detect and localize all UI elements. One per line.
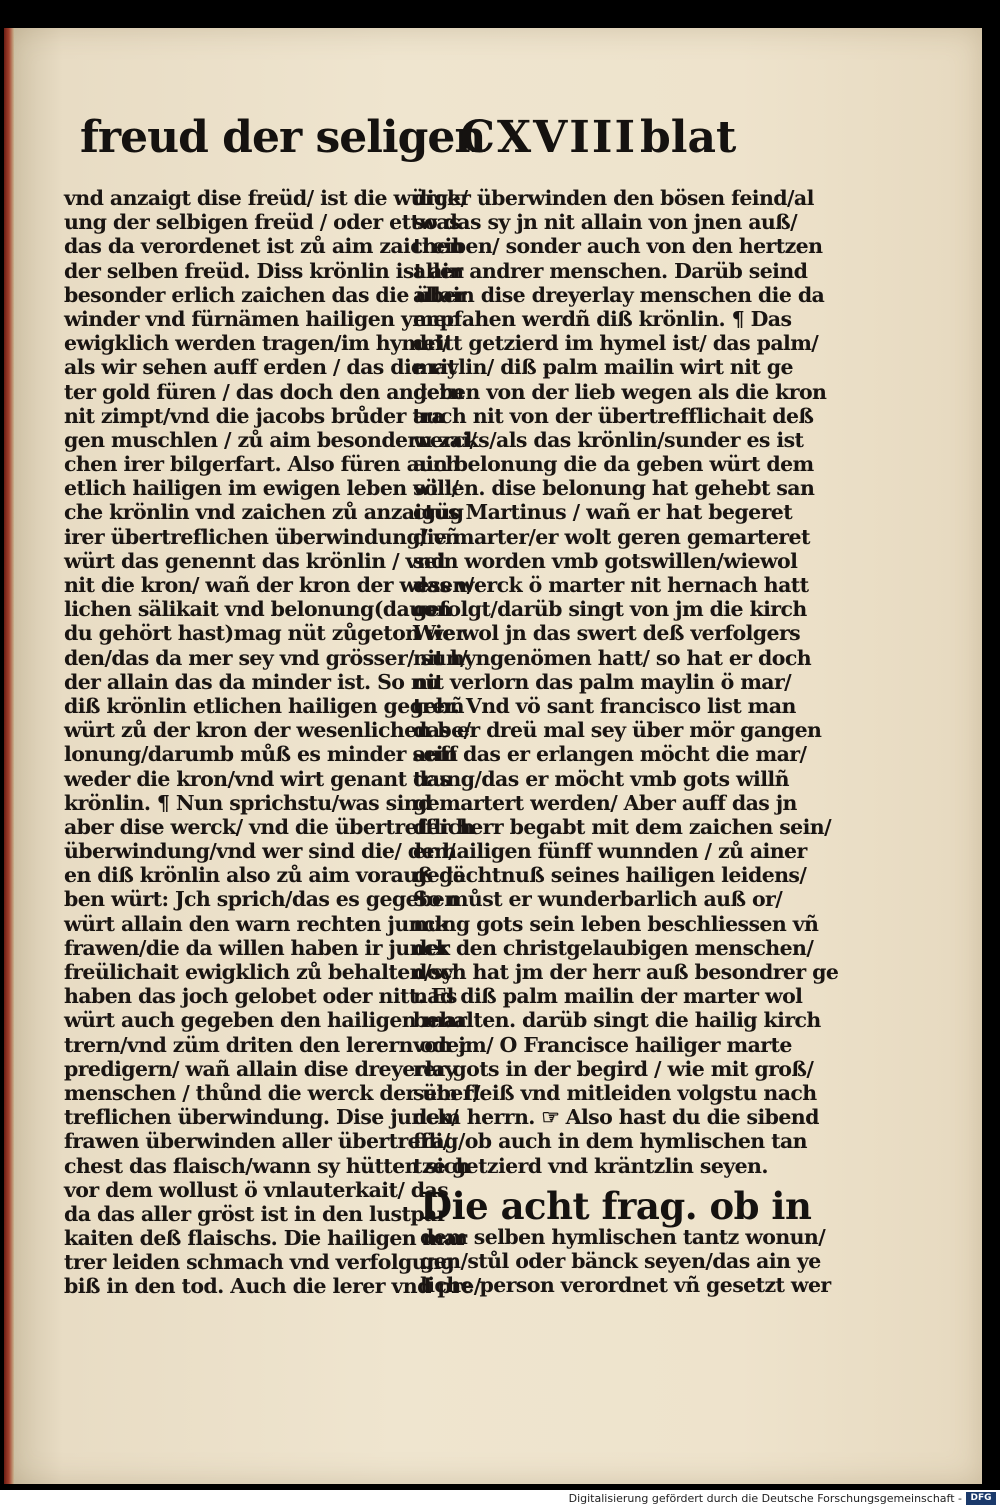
text-line: vnd anzaigt dise freüd/ ist die würck/ [64,186,468,210]
text-line: diger überwinden den bösen feind/al [413,186,814,210]
text-line: nad diß palm mailin der marter wol [413,984,803,1009]
text-line: das da verordenet ist zů aim zaichen [64,234,464,259]
text-line: behalten. darüb singt die hailig kirch [413,1008,821,1033]
text-line: er hailigen fünff wunnden / zů ainer [413,839,807,864]
text-line: winder vnd fürnämen hailigen ymer [64,306,457,331]
text-line: frawen überwinden aller übertrefli/ [64,1129,450,1154]
text-line: der selben freüd. Diss krönlin ist ain [64,258,464,283]
text-line: nit zimpt/vnd die jacobs brůder tra [64,403,445,428]
text-line: diß krönlin etlichen hailigen gegebñ [64,693,464,718]
text-line: liche person verordnet vñ gesetzt wer [420,1273,831,1298]
text-line: biß in den tod. Auch die lerer vnd pre/ [64,1274,481,1299]
text-line: wercks/als das krönlin/sunder es ist [413,427,804,452]
text-line: ewigklich werden tragen/im hymel/ [64,331,449,356]
text-line: dritt getzierd im hymel ist/ das palm/ [413,331,819,356]
text-line: besonder erlich zaichen das die über [64,282,467,307]
text-line: so das sy jn nit allain von jnen auß/ [413,210,798,235]
right-text-column [413,186,839,1178]
text-line: gedächtnuß seines hailigen leidens/ [413,863,807,888]
text-line: nit verlorn das palm maylin ö mar/ [413,669,792,694]
text-line: chest das flaisch/wann sy hütten sich [64,1153,470,1178]
text-line: predigern/ wañ allain dise dreyerlay [64,1056,457,1081]
text-line: lonung/darumb můß es minder sein [64,742,458,767]
text-line: haben das joch gelobet oder nitt. Es [64,984,457,1009]
text-line: nit hyngenömen hatt/ so hat er doch [413,645,812,670]
page-header [80,112,737,172]
text-line: doch hat jm der herr auß besondrer ge [413,960,839,984]
text-line: frag/ob auch in dem hymlischen tan [413,1129,807,1154]
text-line: en diß krönlin also zů aim vorauß ge [64,863,466,888]
text-line: der allain das da minder ist. So nu [64,669,440,694]
section-intro [420,1225,831,1299]
running-title: freud der seligen [80,112,486,163]
digitization-credit: Digitalisierung gefördert durch die Deutsche Forschungsgemeinschaft - [568,1492,962,1505]
text-line: kaiten deß flaischs. Die hailigen mar [64,1226,467,1251]
text-line: ter gold füren / das doch den andern [64,379,464,404]
text-line: treflichen überwindung. Dise junck/ [64,1105,459,1130]
dfg-logo: DFG [966,1492,996,1505]
text-line: allain dise dreyerlay menschen die da [413,282,825,307]
text-line: trer. Vnd vö sant francisco list man [413,693,796,718]
text-line: trung/das er möcht vmb gots willñ [413,766,789,791]
text-line: sein worden vmb gotswillen/wiewol [413,548,798,573]
text-line: gen/stůl oder bänck seyen/das ain ye [420,1249,821,1274]
text-line: tze getzierd vnd kräntzlin seyen. [413,1153,768,1178]
text-line: nit die kron/ wañ der kron der wesen/ [64,573,474,597]
text-line: dem herrn. ☞ Also hast du die sibend [413,1105,819,1130]
text-line: den/das da mer sey vnd grösser/ sun/ [64,645,468,670]
text-line: würt allain den warn rechten junck [64,911,449,936]
folio-label: blat [640,112,737,163]
text-line: der herr begabt mit dem zaichen sein/ [413,814,831,839]
text-line: irer übertreflichen überwindung/ vñ [64,524,460,549]
text-line: maylin/ diß palm mailin wirt nit ge [413,355,793,380]
text-line: willen. dise belonung hat gehebt san [413,476,815,501]
text-line: lichen sälikait vnd belonung(dauon [64,597,451,622]
folio-number: CXVIII [460,112,638,163]
text-line: enpfahen werdñ diß krönlin. ¶ Das [413,306,792,331]
text-line: trern/vnd züm driten den lerern oder [64,1032,469,1057]
text-line: auff das er erlangen möcht die mar/ [413,742,807,767]
text-line: ung der selbigen freüd / oder ettwas [64,210,461,235]
text-line: geben von der lieb wegen als die kron [413,379,827,404]
text-line: aller andrer menschen. Darüb seind [413,258,808,283]
text-line: überwindung/vnd wer sind die/ den/ [64,839,456,864]
text-line: du gehört hast)mag nüt zůgeton wer [64,621,466,646]
text-line: da das aller gröst ist in den lustpar [64,1201,447,1226]
text-line: Wie wol jn das swert deß verfolgers [413,621,801,646]
page-spine-edge [4,28,14,1484]
text-line: gen muschlen / zů aim besondern zai/ [64,427,477,452]
section-heading: Die acht frag. ob in [420,1184,812,1228]
text-line: menschen / thůnd die werck der über/ [64,1080,480,1105]
text-line: frawen/die da willen haben ir junck [64,935,450,960]
text-line: treiben/ sonder auch von den hertzen [413,234,823,259]
text-line: dem selben hymlischen tantz wonun/ [420,1225,826,1249]
text-line: vor dem wollust ö vnlauterkait/ das [64,1177,449,1202]
text-line: ctus Martinus / wañ er hat begeret [413,500,793,525]
left-text-column [64,186,481,1299]
text-line: So můst er wunderbarlich auß or/ [413,887,783,912]
text-line: das werck ö marter nit hernach hatt [413,573,809,597]
text-line: krönlin. ¶ Nun sprichstu/was sind [64,790,432,815]
text-line: nung gots sein leben beschliessen vñ [413,911,819,936]
text-line: etlich hailigen im ewigen leben söli/ [64,476,459,501]
text-line: gemartert werden/ Aber auff das jn [413,790,797,815]
text-line: würt zů der kron der wesenlichen be/ [64,718,471,743]
text-line: chen irer bilgerfart. Also füren auch [64,452,460,477]
text-line: ain belonung die da geben würt dem [413,452,814,477]
text-line: würt das genennt das krönlin / vnd [64,548,445,573]
text-line: rer gots in der begird / wie mit groß/ [413,1056,814,1081]
text-line: weder die kron/vnd wirt genant das [64,766,451,791]
text-line: freülichait ewigklich zů behalten/sy [64,960,454,984]
text-line: sem fleiß vnd mitleiden volgstu nach [413,1080,817,1105]
text-line: auch nit von der übertrefflichait deß [413,403,814,428]
text-line: gefolgt/darüb singt von jm die kirch [413,597,807,622]
text-line: die marter/er wolt geren gemarteret [413,524,810,549]
text-line: che krönlin vnd zaichen zů anzaigüg [64,500,464,525]
text-line: als wir sehen auff erden / das die rit [64,355,457,380]
text-line: von jm/ O Francisce hailiger marte [413,1032,792,1057]
text-line: das er dreü mal sey über mör gangen [413,718,822,743]
text-line: aber dise werck/ vnd die übertrefflich [64,814,475,839]
text-line: würt auch gegeben den hailigen mar [64,1008,467,1033]
text-line: trer leiden schmach vnd verfolgung [64,1250,455,1275]
text-line: ben würt: Jch sprich/das es gegeben [64,887,459,912]
text-line: der den christgelaubigen menschen/ [413,935,814,960]
